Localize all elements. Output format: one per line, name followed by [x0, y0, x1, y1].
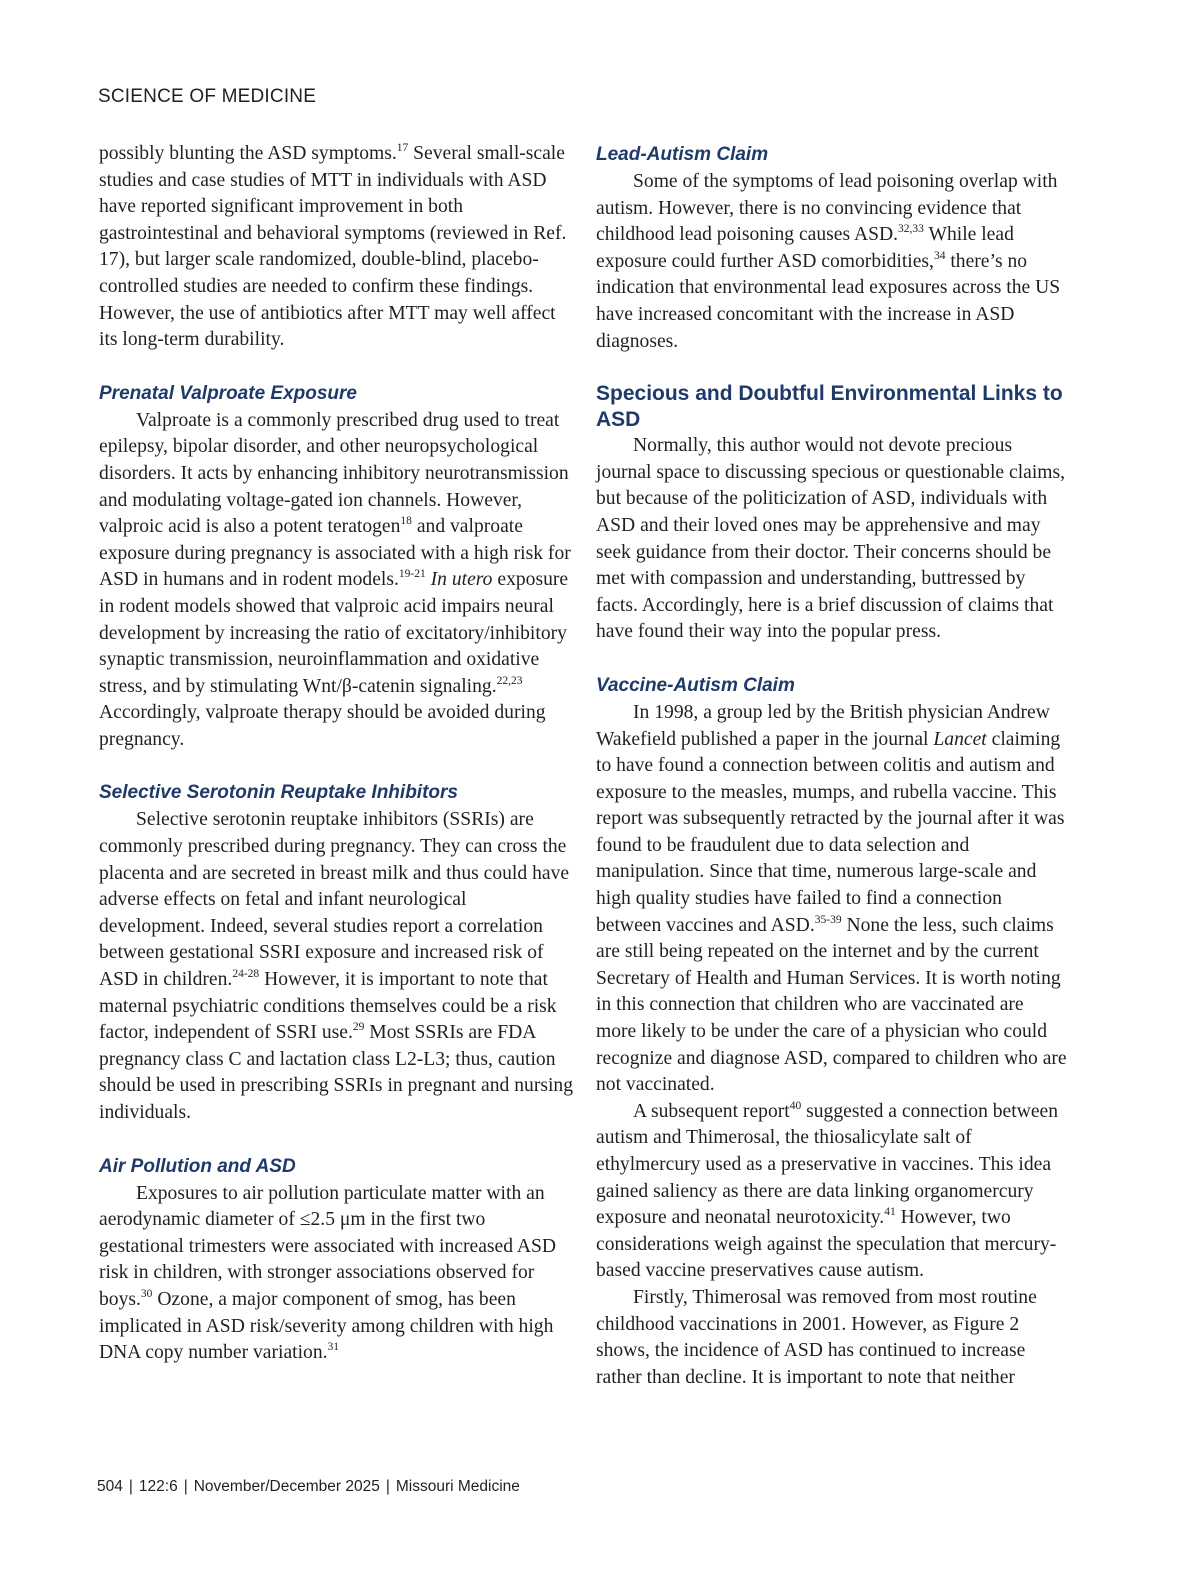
- page-footer: [97, 1478, 520, 1496]
- paragraph-specious: Normally, this author would not devote precious journal space to discussing specious or questionable claims, but because of the politicization of ASD, individuals with ASD and their loved ones may be apprehensive and may seek guidance from their doctor. Their concerns should be met with compassion and understanding, buttressed by facts. Accordingly, here is a brief discussion of claims that have found their way into the popular press.: [596, 435, 1066, 643]
- heading-ssri: Selective Serotonin Reuptake Inhibitors: [99, 782, 458, 804]
- paragraph-lead: Some of the symptoms of lead poisoning overlap with autism. However, there is no convincing evidence that childhood lead poisoning causes ASD.$^{32,33}$ While lead exposure could further ASD comorbidities,$^{34}$ there’s no indication that environmental lead exposures across the US have increased concomitant with the increase in ASD diagnoses.: [596, 171, 1061, 352]
- paragraph-vaccine-1: In 1998, a group led by the British physician Andrew Wakefield published a paper in the journal Lancet claiming to have found a connection between colitis and autism and exposure to the measles, mumps, and rubella vaccine. This report was subsequently retracted by the journal after it was found to be fraudulent due to data selection and manipulation. Since that time, numerous large-scale and high quality studies have failed to find a connection between vaccines and ASD.$^{35-39}$ None the less, such claims are still being repeated on the internet and by the current Secretary of Health and Human Services. It is worth noting in this connection that children who are vaccinated are more likely to be under the care of a physician who could recognize and diagnose ASD, compared to children who are not vaccinated.: [596, 701, 1067, 1096]
- running-head: SCIENCE OF MEDICINE: [98, 86, 317, 107]
- heading-prenatal-valproate: Prenatal Valproate Exposure: [99, 382, 358, 404]
- right-column: [596, 141, 1068, 1391]
- paragraph-vaccine-2: A subsequent report$^{40}$ suggested a connection between autism and Thimerosal, the thiosalicylate salt of ethylmercury used as a preservative in vaccines. This idea gained saliency as there are data linking organomercury exposure and neonatal neurotoxicity.$^{41}$ However, two considerations weigh against the speculation that mercury-based vaccine preservatives cause autism.: [596, 1099, 1059, 1282]
- footer-separator: |: [128, 1478, 133, 1495]
- paragraph-vaccine-3: Firstly, Thimerosal was removed from most routine childhood vaccinations in 2001. However, as Figure 2 shows, the incidence of ASD has continued to increase rather than decline. It is important to note that neither: [596, 1286, 1037, 1388]
- paragraph-air-pollution: Exposures to air pollution particulate matter with an aerodynamic diameter of ≤2.5 μm in the first two gestational trimesters were associated with increased ASD risk in children, with stronger associations observed for boys.$^{30}$ Ozone, a major component of smog, has been implicated in ASD risk/severity among children with high DNA copy number variation.$^{31}$: [99, 1182, 557, 1364]
- heading-specious-links: Specious and Doubtful Environmental Links to ASD: [596, 382, 1063, 432]
- left-column: [99, 141, 573, 1367]
- issue-date: November/December 2025: [193, 1478, 380, 1495]
- paragraph-mtt: possibly blunting the ASD symptoms.$^{17}$ Several small-scale studies and case studies of MTT in individuals with ASD have reported significant improvement in both gastrointestinal and behavioral symptoms (reviewed in Ref. 17), but larger scale randomized, double-blind, placebo-controlled studies are needed to confirm these findings. However, the use of antibiotics after MTT may well affect its long-term durability.: [99, 142, 567, 351]
- heading-air-pollution: Air Pollution and ASD: [99, 1155, 296, 1177]
- heading-vaccine-autism: Vaccine-Autism Claim: [596, 674, 795, 696]
- page-number: 504: [97, 1478, 123, 1495]
- heading-lead-autism: Lead-Autism Claim: [596, 144, 769, 165]
- footer-separator: |: [385, 1478, 390, 1495]
- footer-separator: |: [183, 1478, 188, 1495]
- paragraph-ssri: Selective serotonin reuptake inhibitors (SSRIs) are commonly prescribed during pregnancy. They can cross the placenta and are secreted in breast milk and thus could have adverse effects on fetal and infant neurological development. Indeed, several studies report a correlation between gestational SSRI exposure and increased risk of ASD in children.$^{24-28}$ However, it is important to note that maternal psychiatric conditions themselves could be a risk factor, independent of SSRI use.$^{29}$ Most SSRIs are FDA pregnancy class C and lactation class L2-L3; thus, caution should be used in prescribing SSRIs in pregnant and nursing individuals.: [99, 809, 574, 1123]
- journal-name: Missouri Medicine: [395, 1478, 520, 1495]
- issue-number: 122:6: [138, 1478, 178, 1495]
- paragraph-valproate: Valproate is a commonly prescribed drug used to treat epilepsy, bipolar disorder, and other neuropsychological disorders. It acts by enhancing inhibitory neurotransmission and modulating voltage-gated ion channels. However, valproic acid is also a potent teratogen$^{18}$ and valproate exposure during pregnancy is associated with a high risk for ASD in humans and in rodent models.$^{19-21}$ In utero exposure in rodent models showed that valproic acid impairs neural development by increasing the ratio of excitatory/inhibitory synaptic transmission, neuroinflammation and oxidative stress, and by stimulating Wnt/β-catenin signaling.$^{22,23}$ Accordingly, valproate therapy should be avoided during pregnancy.: [99, 409, 571, 750]
